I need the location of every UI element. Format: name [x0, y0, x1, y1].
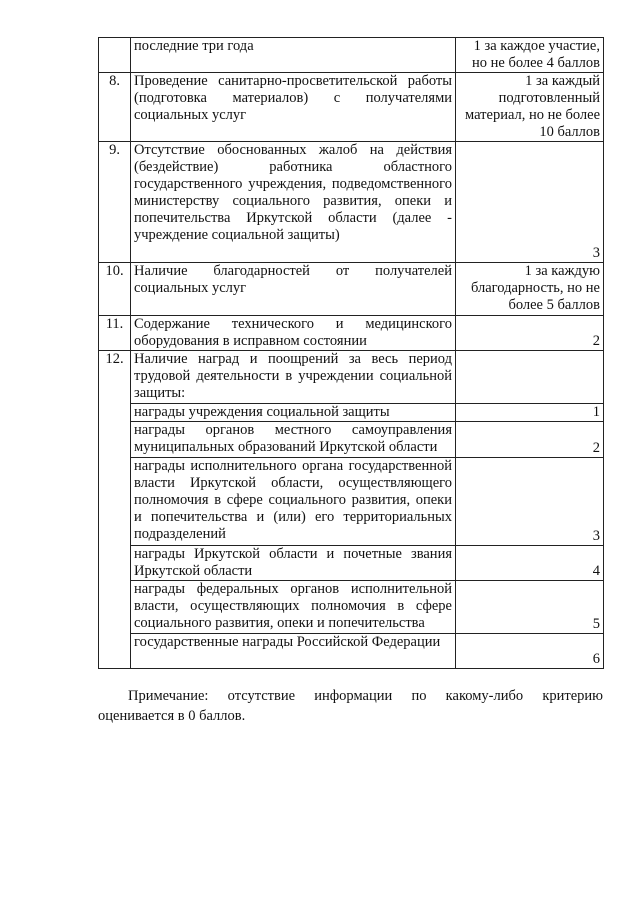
score-text: 2	[456, 422, 604, 458]
table-row	[99, 38, 604, 73]
table-subrow	[99, 458, 604, 546]
award-text: награды федеральных органов исполнительной власти, осуществляющих полномочия в сфере социального развития, опеки и попечительства	[131, 581, 456, 634]
table-subrow	[99, 404, 604, 422]
note-text: Примечание: отсутствие информации по какому-либо критерию оценивается в 0 баллов.	[98, 688, 603, 724]
row-number: 11.	[99, 316, 131, 351]
criterion-text: Наличие благодарностей от получателей социальных услуг	[131, 263, 456, 316]
score-text: 6	[456, 634, 604, 669]
table-subrow	[99, 634, 604, 669]
award-text: государственные награды Российской Федерации	[131, 634, 456, 669]
table-row	[99, 351, 604, 404]
table-row	[99, 263, 604, 316]
criteria-table	[98, 37, 604, 669]
table-subrow	[99, 546, 604, 581]
row-number: 12.	[99, 351, 131, 669]
row-number: 9.	[99, 142, 131, 263]
score-text: 1 за каждый подготовленный материал, но не более 10 баллов	[456, 73, 604, 142]
row-number: 10.	[99, 263, 131, 316]
table-row	[99, 142, 604, 263]
row-number: 8.	[99, 73, 131, 142]
table-subrow	[99, 581, 604, 634]
score-text: 1 за каждое участие, но не более 4 баллов	[456, 38, 604, 73]
criterion-text: последние три года	[131, 38, 456, 73]
score-text: 1 за каждую благодарность, но не более 5 баллов	[456, 263, 604, 316]
criterion-text: Содержание технического и медицинского оборудования в исправном состоянии	[131, 316, 456, 351]
award-text: награды органов местного самоуправления муниципальных образований Иркутской области	[131, 422, 456, 458]
award-text: награды учреждения социальной защиты	[131, 404, 456, 422]
criterion-text: Отсутствие обоснованных жалоб на действия (бездействие) работника областного государственного учреждения, подведомственного министерству социального развития, опеки и попечительства Иркутской области (далее - учреждение социальной защиты)	[131, 142, 456, 263]
score-text: 2	[456, 316, 604, 351]
table-row	[99, 316, 604, 351]
score-text	[456, 351, 604, 404]
row-number	[99, 38, 131, 73]
score-text: 5	[456, 581, 604, 634]
award-text: награды исполнительного органа государственной власти Иркутской области, осуществляющего полномочия в сфере социального развития, опеки и попечительства и (или) его территориальных подразделений	[131, 458, 456, 546]
score-text: 4	[456, 546, 604, 581]
table-subrow	[99, 422, 604, 458]
score-text: 3	[456, 142, 604, 263]
award-text: награды Иркутской области и почетные звания Иркутской области	[131, 546, 456, 581]
criterion-text: Наличие наград и поощрений за весь период трудовой деятельности в учреждении социальной защиты:	[131, 351, 456, 404]
table-row	[99, 73, 604, 142]
score-text: 3	[456, 458, 604, 546]
score-text: 1	[456, 404, 604, 422]
criterion-text: Проведение санитарно-просветительской работы (подготовка материалов) с получателями социальных услуг	[131, 73, 456, 142]
